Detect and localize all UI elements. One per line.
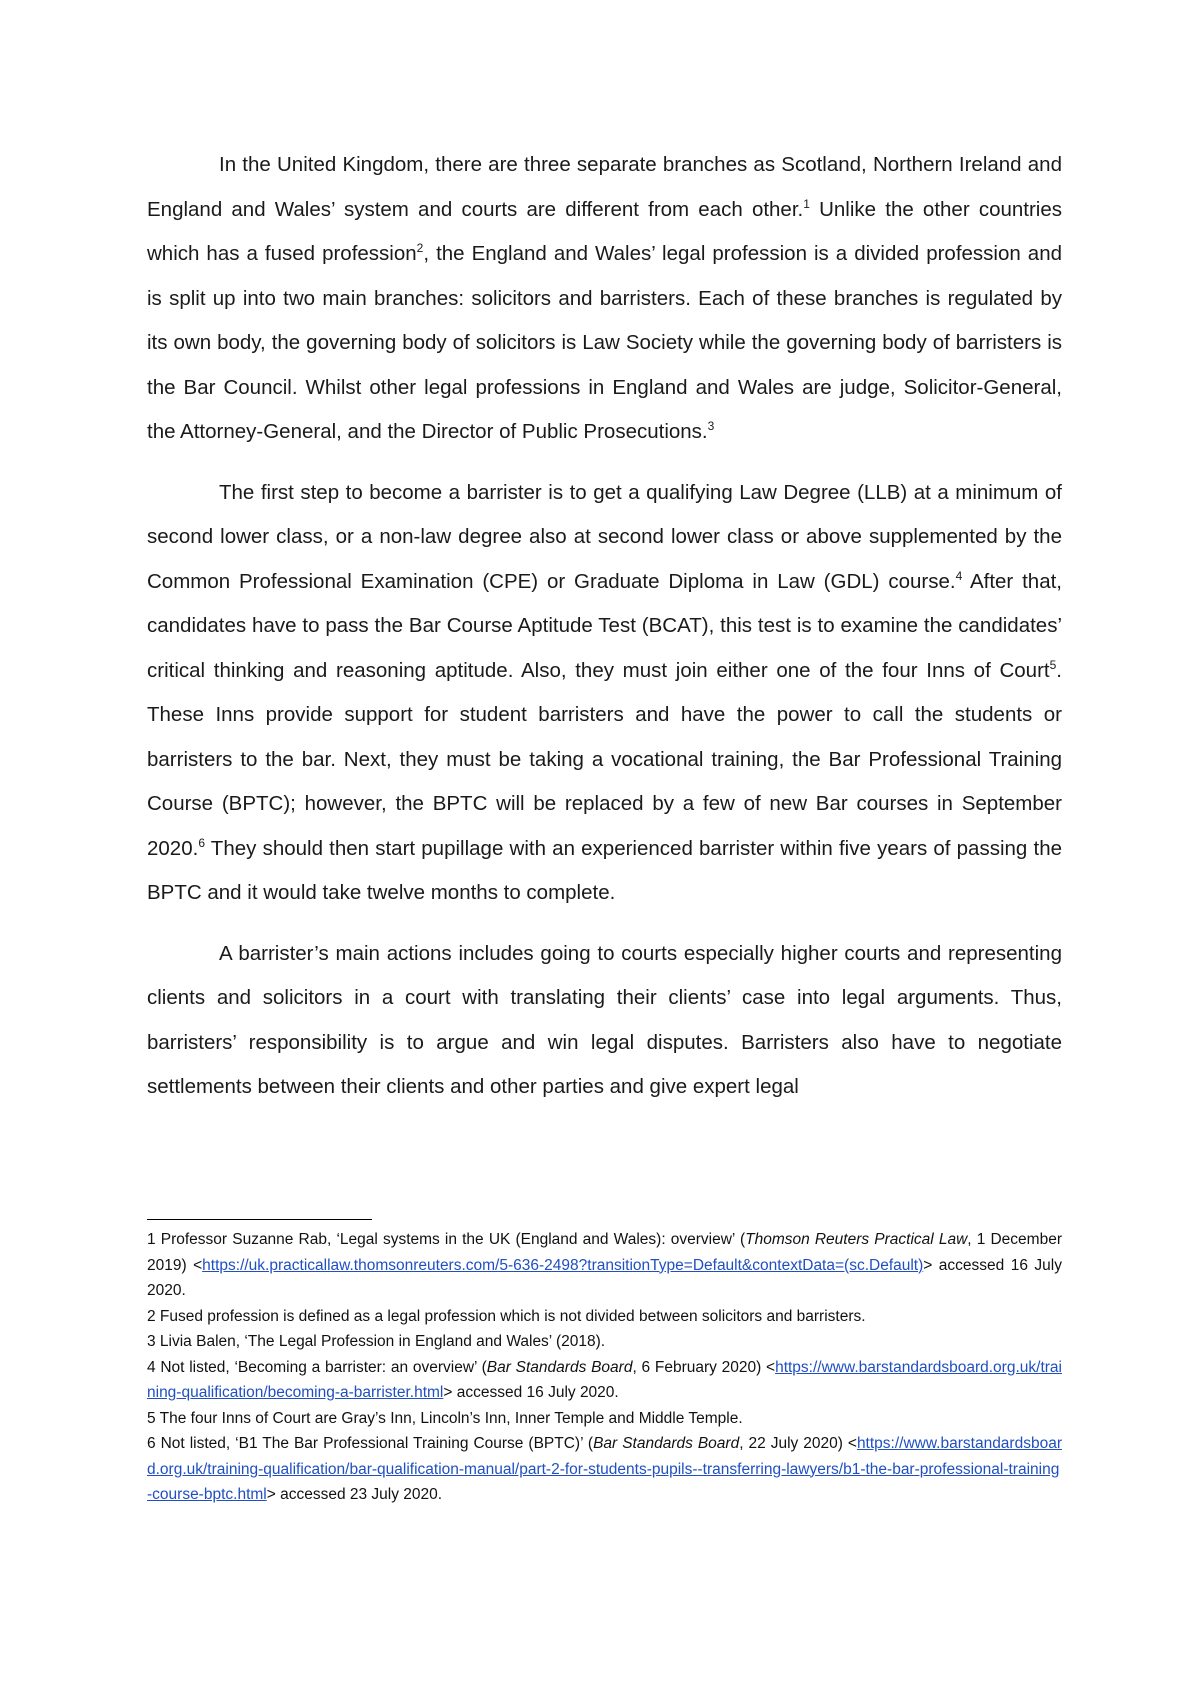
footnote-1 bbox=[147, 1227, 1062, 1304]
footnotes-section bbox=[147, 1227, 1062, 1508]
paragraph-3 bbox=[147, 932, 1062, 1110]
footnote-ref-6[interactable]: 6 bbox=[198, 835, 205, 850]
footnote-divider bbox=[147, 1219, 372, 1220]
footnote-text: 2 Fused profession is defined as a legal profession which is not divided between solicitors and barristers. bbox=[147, 1307, 866, 1325]
footnote-link-1[interactable]: https://uk.practicallaw.thomsonreuters.com/5-636-2498?transitionType=Default&contextData=(sc.Default) bbox=[202, 1256, 924, 1274]
paragraph-text: , the England and Wales’ legal profession is a divided profession and is split up into two main branches: solicitors and barristers. Each of these branches is regulated by its own body, the governing body of solicitors is Law Society while the governing body of barristers is the Bar Council. Whilst other legal professions in England and Wales are judge, Solicitor-General, the Attorney-General, and the Director of Public Prosecutions. bbox=[147, 242, 1062, 443]
body-text bbox=[147, 143, 1062, 1110]
footnote-ref-4[interactable]: 4 bbox=[955, 568, 963, 583]
paragraph-text: After that, candidates have to pass the Bar Course Aptitude Test (BCAT), this test is to examine the candidates’ critical thinking and reasoning aptitude. Also, they must join either one of the four Inns of Court bbox=[147, 569, 1062, 682]
footnote-link-6[interactable]: https://www.barstandardsboard.org.uk/training-qualification/bar-qualification-manual/part-2-for-students-pupils--transferring-lawyers/b1-the-bar-professional-training-course-bptc.html bbox=[147, 1435, 1062, 1503]
paragraph-text: A barrister’s main actions includes going to courts especially higher courts and representing clients and solicitors in a court with translating their clients’ case into legal arguments. Thus, barristers’ responsibility is to argue and win legal disputes. Barristers also have to negotiate settlements between their clients and other parties and give expert legal bbox=[147, 941, 1062, 1098]
footnote-source-title: Bar Standards Board bbox=[486, 1358, 633, 1376]
footnote-source-title: Bar Standards Board bbox=[593, 1435, 740, 1452]
paragraph-text: In the United Kingdom, there are three separate branches as Scotland, Northern Ireland and England and Wales’ system and courts are different from each other. bbox=[147, 153, 1062, 221]
paragraph-text: Unlike the other countries which has a fused profession bbox=[147, 197, 1063, 265]
footnote-ref-5[interactable]: 5 bbox=[1049, 657, 1057, 672]
paragraph-text: They should then start pupillage with an experienced barrister within five years of passing the BPTC and it would take twelve months to complete. bbox=[147, 836, 1062, 904]
footnote-text: , 1 December 2019) < bbox=[147, 1231, 1062, 1274]
footnote-text: 5 The four Inns of Court are Gray’s Inn, Lincoln’s Inn, Inner Temple and Middle Temple. bbox=[147, 1409, 743, 1427]
footnote-5 bbox=[147, 1406, 1062, 1432]
footnote-text: > accessed 23 July 2020. bbox=[266, 1486, 443, 1503]
footnote-text: 3 Livia Balen, ‘The Legal Profession in England and Wales’ (2018). bbox=[147, 1333, 606, 1350]
paragraph-2 bbox=[147, 471, 1062, 916]
footnote-ref-1[interactable]: 1 bbox=[803, 196, 810, 211]
footnote-text: , 6 February 2020) < bbox=[632, 1358, 776, 1376]
footnote-text: , 22 July 2020) < bbox=[739, 1435, 857, 1452]
footnote-text: > accessed 16 July 2020. bbox=[443, 1384, 619, 1401]
footnote-3 bbox=[147, 1329, 1062, 1355]
footnote-2 bbox=[147, 1304, 1062, 1330]
footnote-ref-3[interactable]: 3 bbox=[707, 419, 715, 434]
footnote-link-4[interactable]: https://www.barstandardsboard.org.uk/training-qualification/becoming-a-barrister.html bbox=[147, 1358, 1062, 1401]
footnote-ref-2[interactable]: 2 bbox=[416, 241, 424, 256]
footnote-text: 4 Not listed, ‘Becoming a barrister: an overview’ ( bbox=[147, 1358, 487, 1376]
footnote-text: 1 Professor Suzanne Rab, ‘Legal systems in the UK (England and Wales): overview’ ( bbox=[147, 1231, 746, 1248]
footnote-4 bbox=[147, 1355, 1062, 1406]
footnote-text: 6 Not listed, ‘B1 The Bar Professional Training Course (BPTC)’ ( bbox=[147, 1435, 594, 1452]
paragraph-1 bbox=[147, 143, 1062, 455]
paragraph-text: The first step to become a barrister is to get a qualifying Law Degree (LLB) at a minimum of second lower class, or a non-law degree also at second lower class or above supplemented by the Common Professional Examination (CPE) or Graduate Diploma in Law (GDL) course. bbox=[147, 480, 1062, 593]
paragraph-text: . These Inns provide support for student barristers and have the power to call the students or barristers to the bar. Next, they must be taking a vocational training, the Bar Professional Training Course (BPTC); however, the BPTC will be replaced by a few of new Bar courses in September 2020. bbox=[147, 658, 1062, 860]
footnote-text: > accessed 16 July 2020. bbox=[147, 1256, 1062, 1299]
footnote-6 bbox=[147, 1431, 1062, 1508]
footnote-source-title: Thomson Reuters Practical Law bbox=[745, 1231, 968, 1248]
